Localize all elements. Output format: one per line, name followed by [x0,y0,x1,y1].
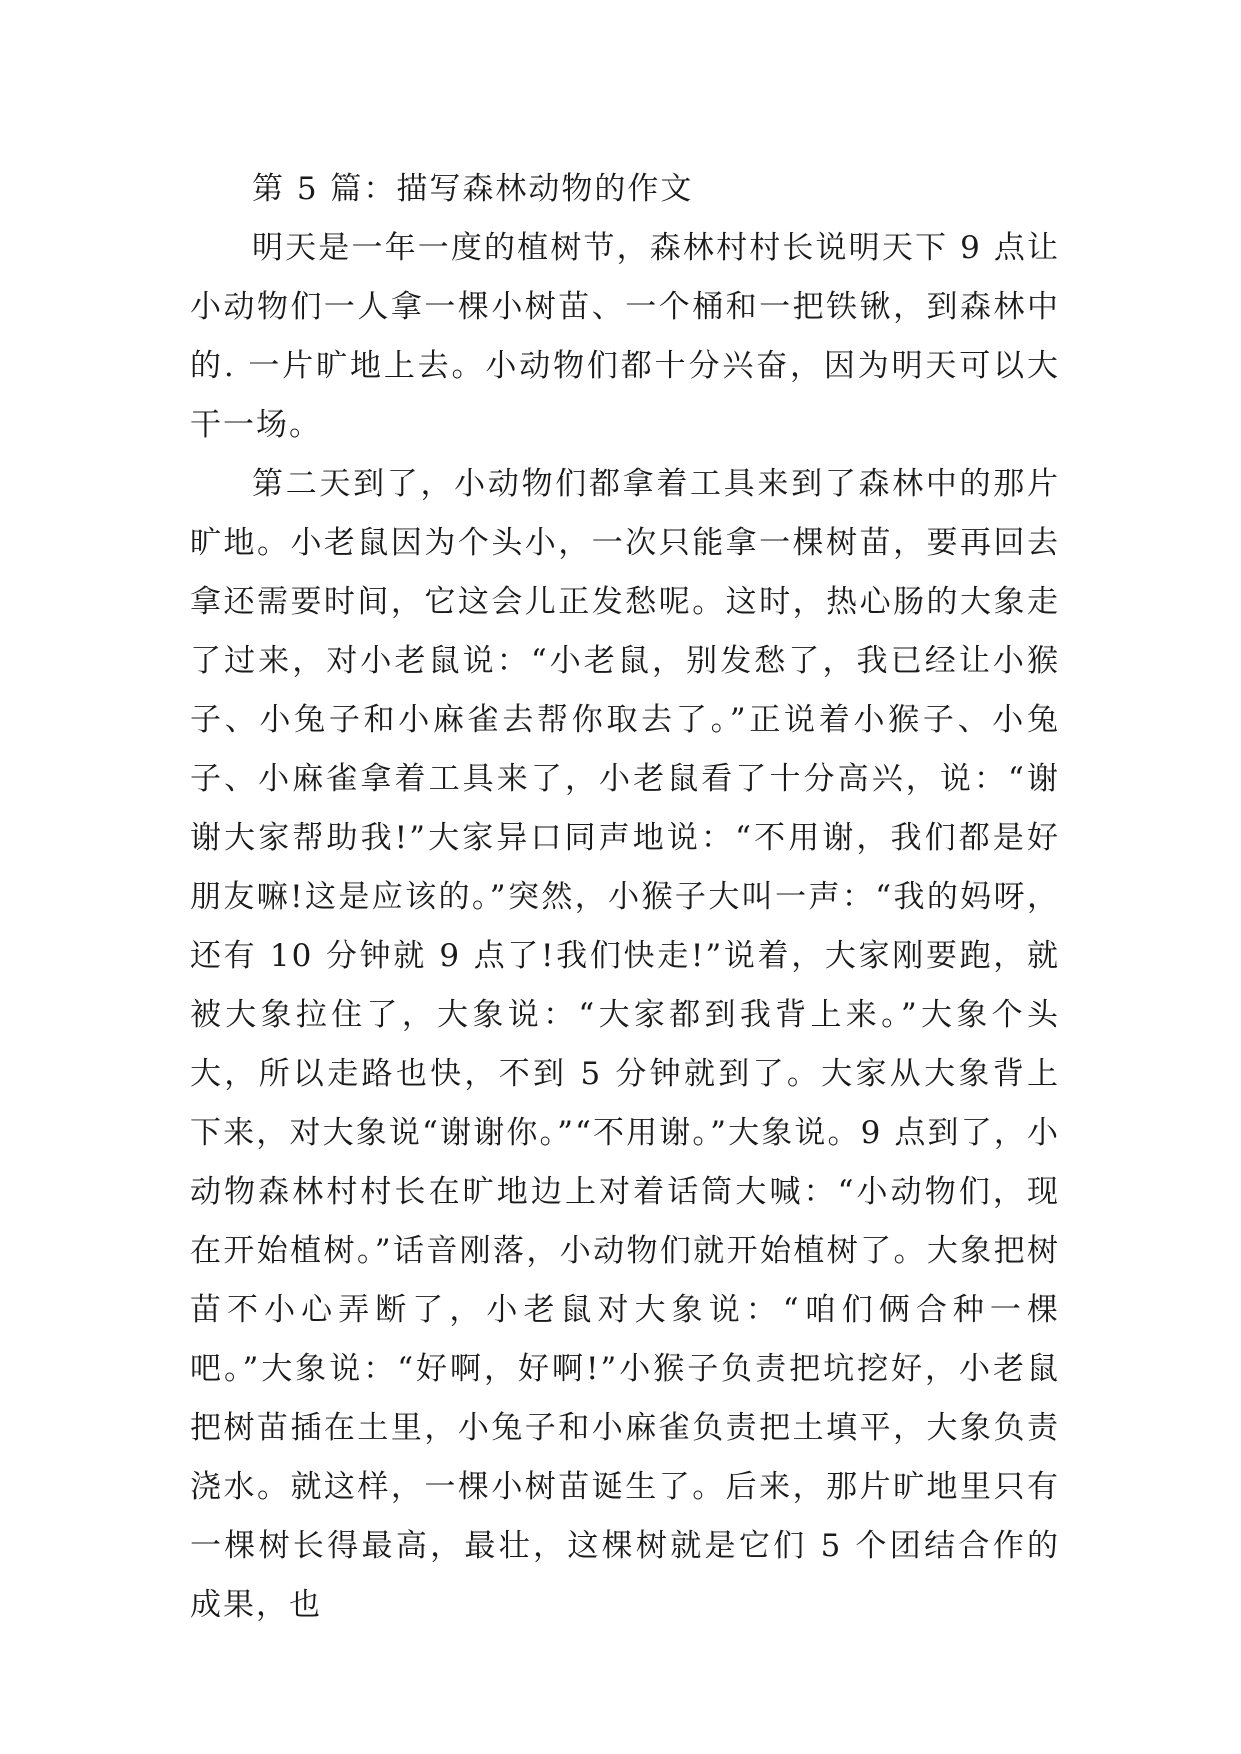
document-body [190,160,1060,1635]
paragraph-2: 第二天到了，小动物们都拿着工具来到了森林中的那片旷地。小老鼠因为个头小，一次只能拿一棵树苗，要再回去拿还需要时间，它这会儿正发愁呢。这时，热心肠的大象走了过来，对小老鼠说：“小老鼠，别发愁了，我已经让小猴子、小兔子和小麻雀去帮你取去了。”正说着小猴子、小兔子、小麻雀拿着工具来了，小老鼠看了十分高兴，说：“谢谢大家帮助我!”大家异口同声地说：“不用谢，我们都是好朋友嘛!这是应该的。”突然，小猴子大叫一声：“我的妈呀，还有 10 分钟就 9 点了!我们快走!”说着，大家刚要跑，就被大象拉住了，大象说：“大家都到我背上来。”大象个头大，所以走路也快，不到 5 分钟就到了。大家从大象背上下来，对大象说“谢谢你。”“不用谢。”大象说。9 点到了，小动物森林村村长在旷地边上对着话筒大喊：“小动物们，现在开始植树。”话音刚落，小动物们就开始植树了。大象把树苗不小心弄断了，小老鼠对大象说：“咱们俩合种一棵吧。”大象说：“好啊，好啊!”小猴子负责把坑挖好，小老鼠把树苗插在土里，小兔子和小麻雀负责把土填平，大象负责浇水。就这样，一棵小树苗诞生了。后来，那片旷地里只有一棵树长得最高，最壮，这棵树就是它们 5 个团结合作的成果，也 [190,466,1060,1623]
document-title: 第 5 篇：描写森林动物的作文 [252,171,694,207]
paragraph-1: 明天是一年一度的植树节，森林村村长说明天下 9 点让小动物们一人拿一棵小树苗、一个桶和一把铁锹，到森林中的. 一片旷地上去。小动物们都十分兴奋，因为明天可以大干一场。 [190,230,1060,443]
